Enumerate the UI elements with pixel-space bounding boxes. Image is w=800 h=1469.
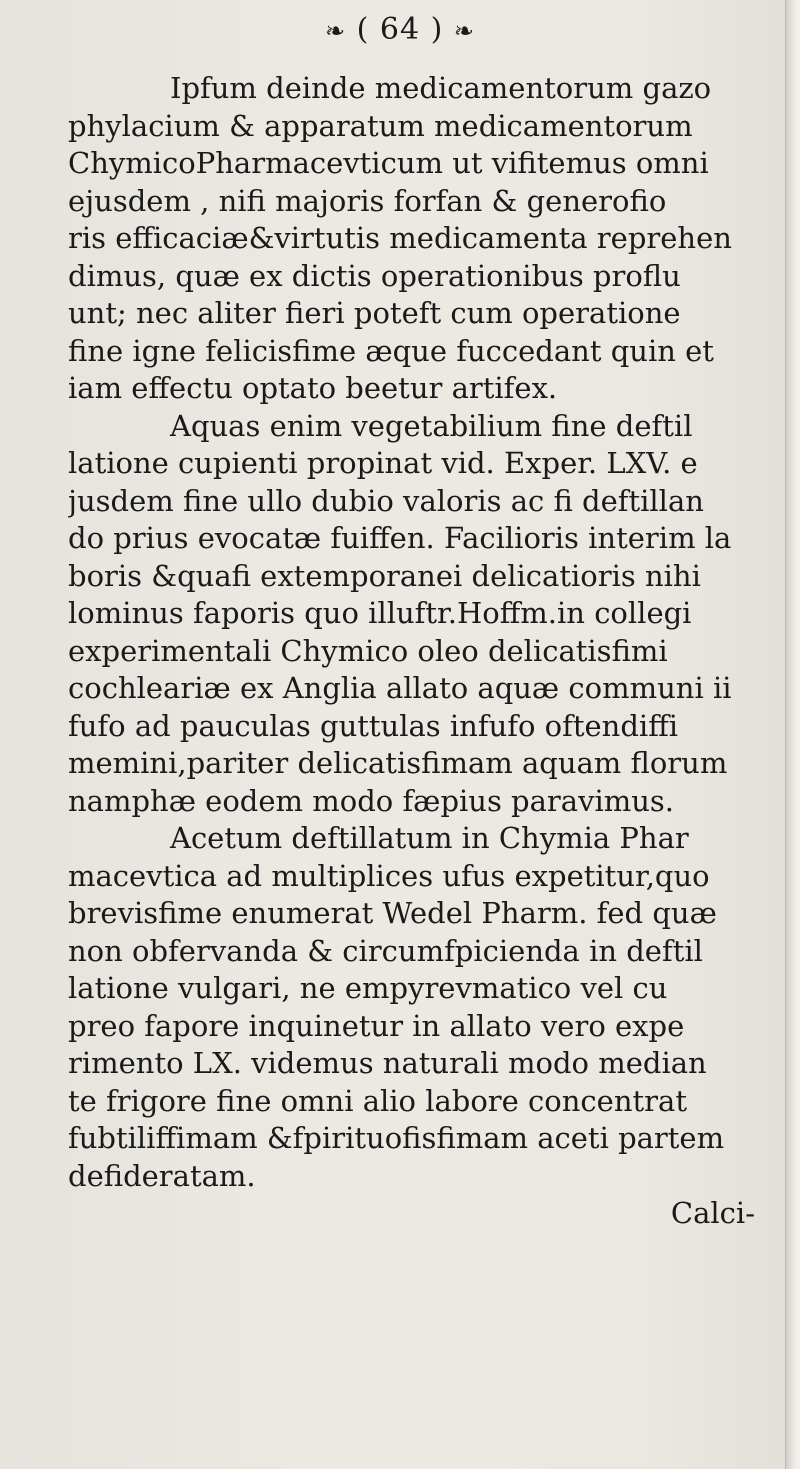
page-number: ( 64 ) [356,12,444,47]
text-line: fine igne felicisfime æque fuccedant quin et [68,333,714,368]
text-line: te frigore fine omni alio labore concentrat [68,1083,687,1118]
text-line: do prius evocatæ fuiffen. Facilioris interim la [68,521,732,555]
text-line: phylacium & apparatum medicamentorum [68,108,693,143]
page-edge [785,0,800,1469]
text-line: cochleariæ ex Anglia allato aquæ communi ii [68,671,732,705]
text-line: fufo ad pauculas guttulas infufo oftendiffi [68,708,679,743]
text-line: unt; nec aliter fieri poteft cum operatione [68,296,681,330]
text-line: fubtiliffimam &fpirituofisfimam aceti partem [68,1121,725,1155]
text-line: experimentali Chymico oleo delicatisfimi [68,633,668,668]
text-line: ChymicoPharmacevticum ut vifitemus omni [68,146,709,180]
body-text [68,70,783,1233]
text-line: preo fapore inquinetur in allato vero expe [68,1008,685,1043]
ornament-right-icon: ❧ [453,17,475,45]
text-line: boris &quafi extemporanei delicatioris nihi [68,558,701,593]
text-line: Acetum deftillatum in Chymia Phar [170,821,689,855]
text-line: dimus, quæ ex dictis operationibus proflu [68,258,681,293]
text-line: Ipfum deinde medicamentorum gazo [170,71,712,105]
text-line: ejusdem , nifi majoris forfan & generofio [68,183,667,218]
catchword: Calci- [670,1196,755,1230]
text-line: memini,pariter delicatisfimam aquam florum [68,746,728,780]
text-line: latione vulgari, ne empyrevmatico vel cu [68,971,668,1005]
text-line: ris efficaciæ&virtutis medicamenta reprehen [68,221,732,255]
page-header [0,12,800,47]
text-line: macevtica ad multiplices ufus expetitur,quo [68,858,710,893]
text-line: jusdem fine ullo dubio valoris ac fi deftillan [68,483,704,518]
text-line: rimento LX. videmus naturali modo median [68,1046,707,1080]
text-line: Aquas enim vegetabilium fine deftil [170,408,693,443]
text-line: non obfervanda & circumfpicienda in deftil [68,933,703,968]
ornament-left-icon: ❧ [325,17,347,45]
text-line: lominus faporis quo illuftr.Hoffm.in collegi [68,596,692,630]
text-line: defideratam. [68,1158,256,1193]
text-line: namphæ eodem modo fæpius paravimus. [68,783,674,818]
text-line: brevisfime enumerat Wedel Pharm. fed quæ [68,896,717,930]
text-line: iam effectu optato beetur artifex. [68,371,558,405]
text-line: latione cupienti propinat vid. Exper. LXV. e [68,446,698,480]
